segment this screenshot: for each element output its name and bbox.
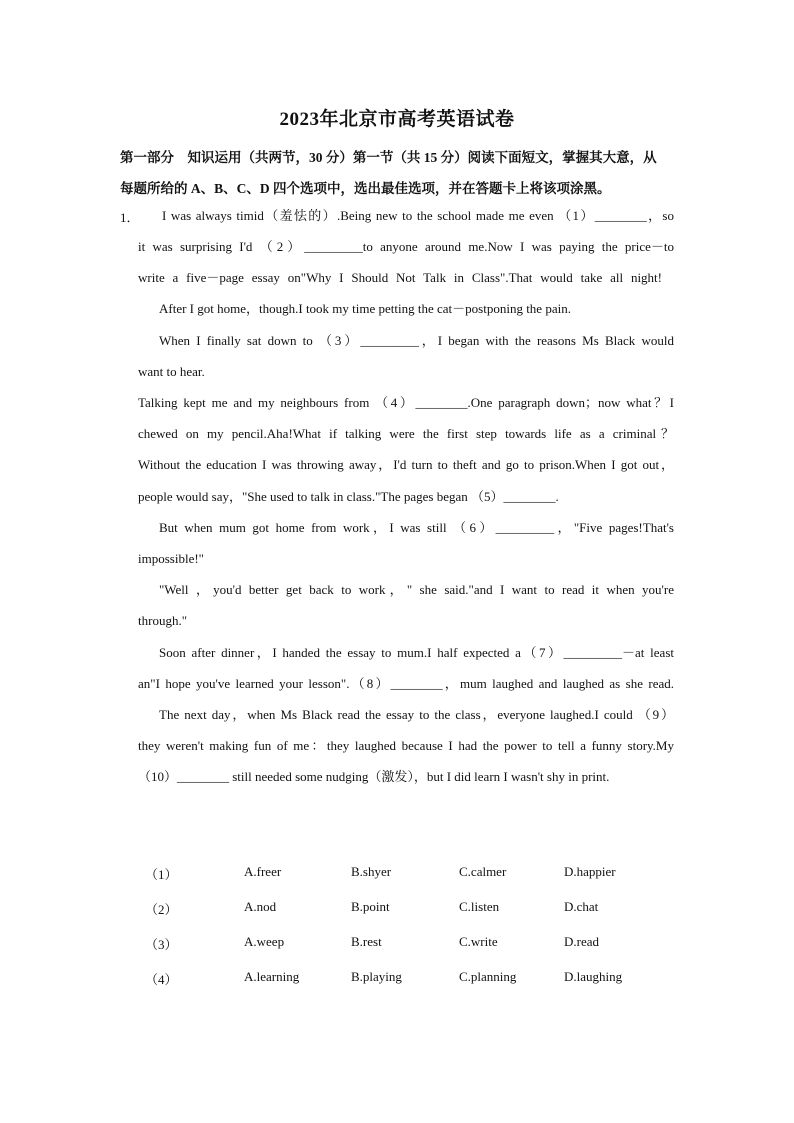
option-blank-number: （1）: [145, 867, 178, 882]
option-d: D.read: [564, 934, 600, 949]
passage-line: chewed on my pencil.Aha!What if talking were the first step towards life as a criminal？: [138, 426, 674, 441]
option-b: B.shyer: [351, 864, 392, 879]
passage-line: write a five－page essay on"Why I Should Not Talk in Class".That would take all night!: [138, 270, 662, 285]
question-number: 1．: [120, 210, 140, 225]
option-row: [0, 967, 794, 1002]
passage-line: impossible!": [138, 551, 204, 566]
option-c: C.write: [459, 934, 498, 949]
option-a: A.freer: [244, 864, 282, 879]
section-instructions-line-1: 第一部分 知识运用（共两节，30 分）第一节（共 15 分）阅读下面短文，掌握其大意，从: [120, 150, 657, 165]
passage-line: When I finally sat down to （3）_________，I began with the reasons Ms Black would: [159, 333, 674, 348]
option-row: [0, 932, 794, 967]
option-blank-number: （4）: [145, 972, 178, 987]
passage-line: Soon after dinner，I handed the essay to mum.I half expected a（7）_________－at least: [159, 645, 674, 660]
option-d: D.chat: [564, 899, 599, 914]
passage-line: through.": [138, 613, 187, 628]
passage-line: After I got home，though.I took my time petting the cat－postponing the pain.: [159, 301, 571, 316]
option-b: B.rest: [351, 934, 382, 949]
passage-line: people would say，"She used to talk in class."The pages began （5）________.: [138, 489, 559, 504]
option-row: [0, 897, 794, 932]
passage-line: I was always timid（羞怯的）.Being new to the school made me even （1）________，so: [162, 208, 674, 223]
option-b: B.playing: [351, 969, 402, 984]
passage-line: an"I hope you've learned your lesson".（8）________，mum laughed and laughed as she read.: [138, 676, 674, 691]
option-d: D.happier: [564, 864, 616, 879]
passage-line: want to hear.: [138, 364, 205, 379]
passage-line: they weren't making fun of me：they laughed because I had the power to tell a funny story.My: [138, 738, 674, 753]
option-d: D.laughing: [564, 969, 623, 984]
option-a: A.weep: [244, 934, 285, 949]
passage-line: But when mum got home from work，I was still （6）_________，"Five pages!That's: [159, 520, 674, 535]
option-c: C.calmer: [459, 864, 507, 879]
passage-line: Without the education I was throwing away，I'd turn to theft and go to prison.When I got out，: [138, 457, 675, 472]
option-blank-number: （2）: [145, 902, 178, 917]
option-a: A.nod: [244, 899, 277, 914]
option-a: A.learning: [244, 969, 300, 984]
option-c: C.planning: [459, 969, 517, 984]
passage-line: （10）________ still needed some nudging（激发），but I did learn I wasn't shy in print.: [138, 769, 610, 784]
passage-line: "Well ，you'd better get back to work，" she said."and I want to read it when you're: [159, 582, 674, 597]
option-blank-number: （3）: [145, 937, 178, 952]
passage-line: it was surprising I'd （2）_________to anyone around me.Now I was paying the price－to: [138, 239, 674, 254]
passage-line: Talking kept me and my neighbours from （4）________.One paragraph down；now what？I: [138, 395, 674, 410]
option-row: [0, 862, 794, 897]
option-c: C.listen: [459, 899, 500, 914]
passage-line: The next day，when Ms Black read the essay to the class，everyone laughed.I could （9）: [159, 707, 674, 722]
section-instructions-line-2: 每题所给的 A、B、C、D 四个选项中，选出最佳选项，并在答题卡上将该项涂黑。: [120, 181, 611, 196]
exam-title: 2023年北京市高考英语试卷: [279, 109, 515, 130]
answer-options-table: [0, 862, 794, 1002]
option-b: B.point: [351, 899, 390, 914]
